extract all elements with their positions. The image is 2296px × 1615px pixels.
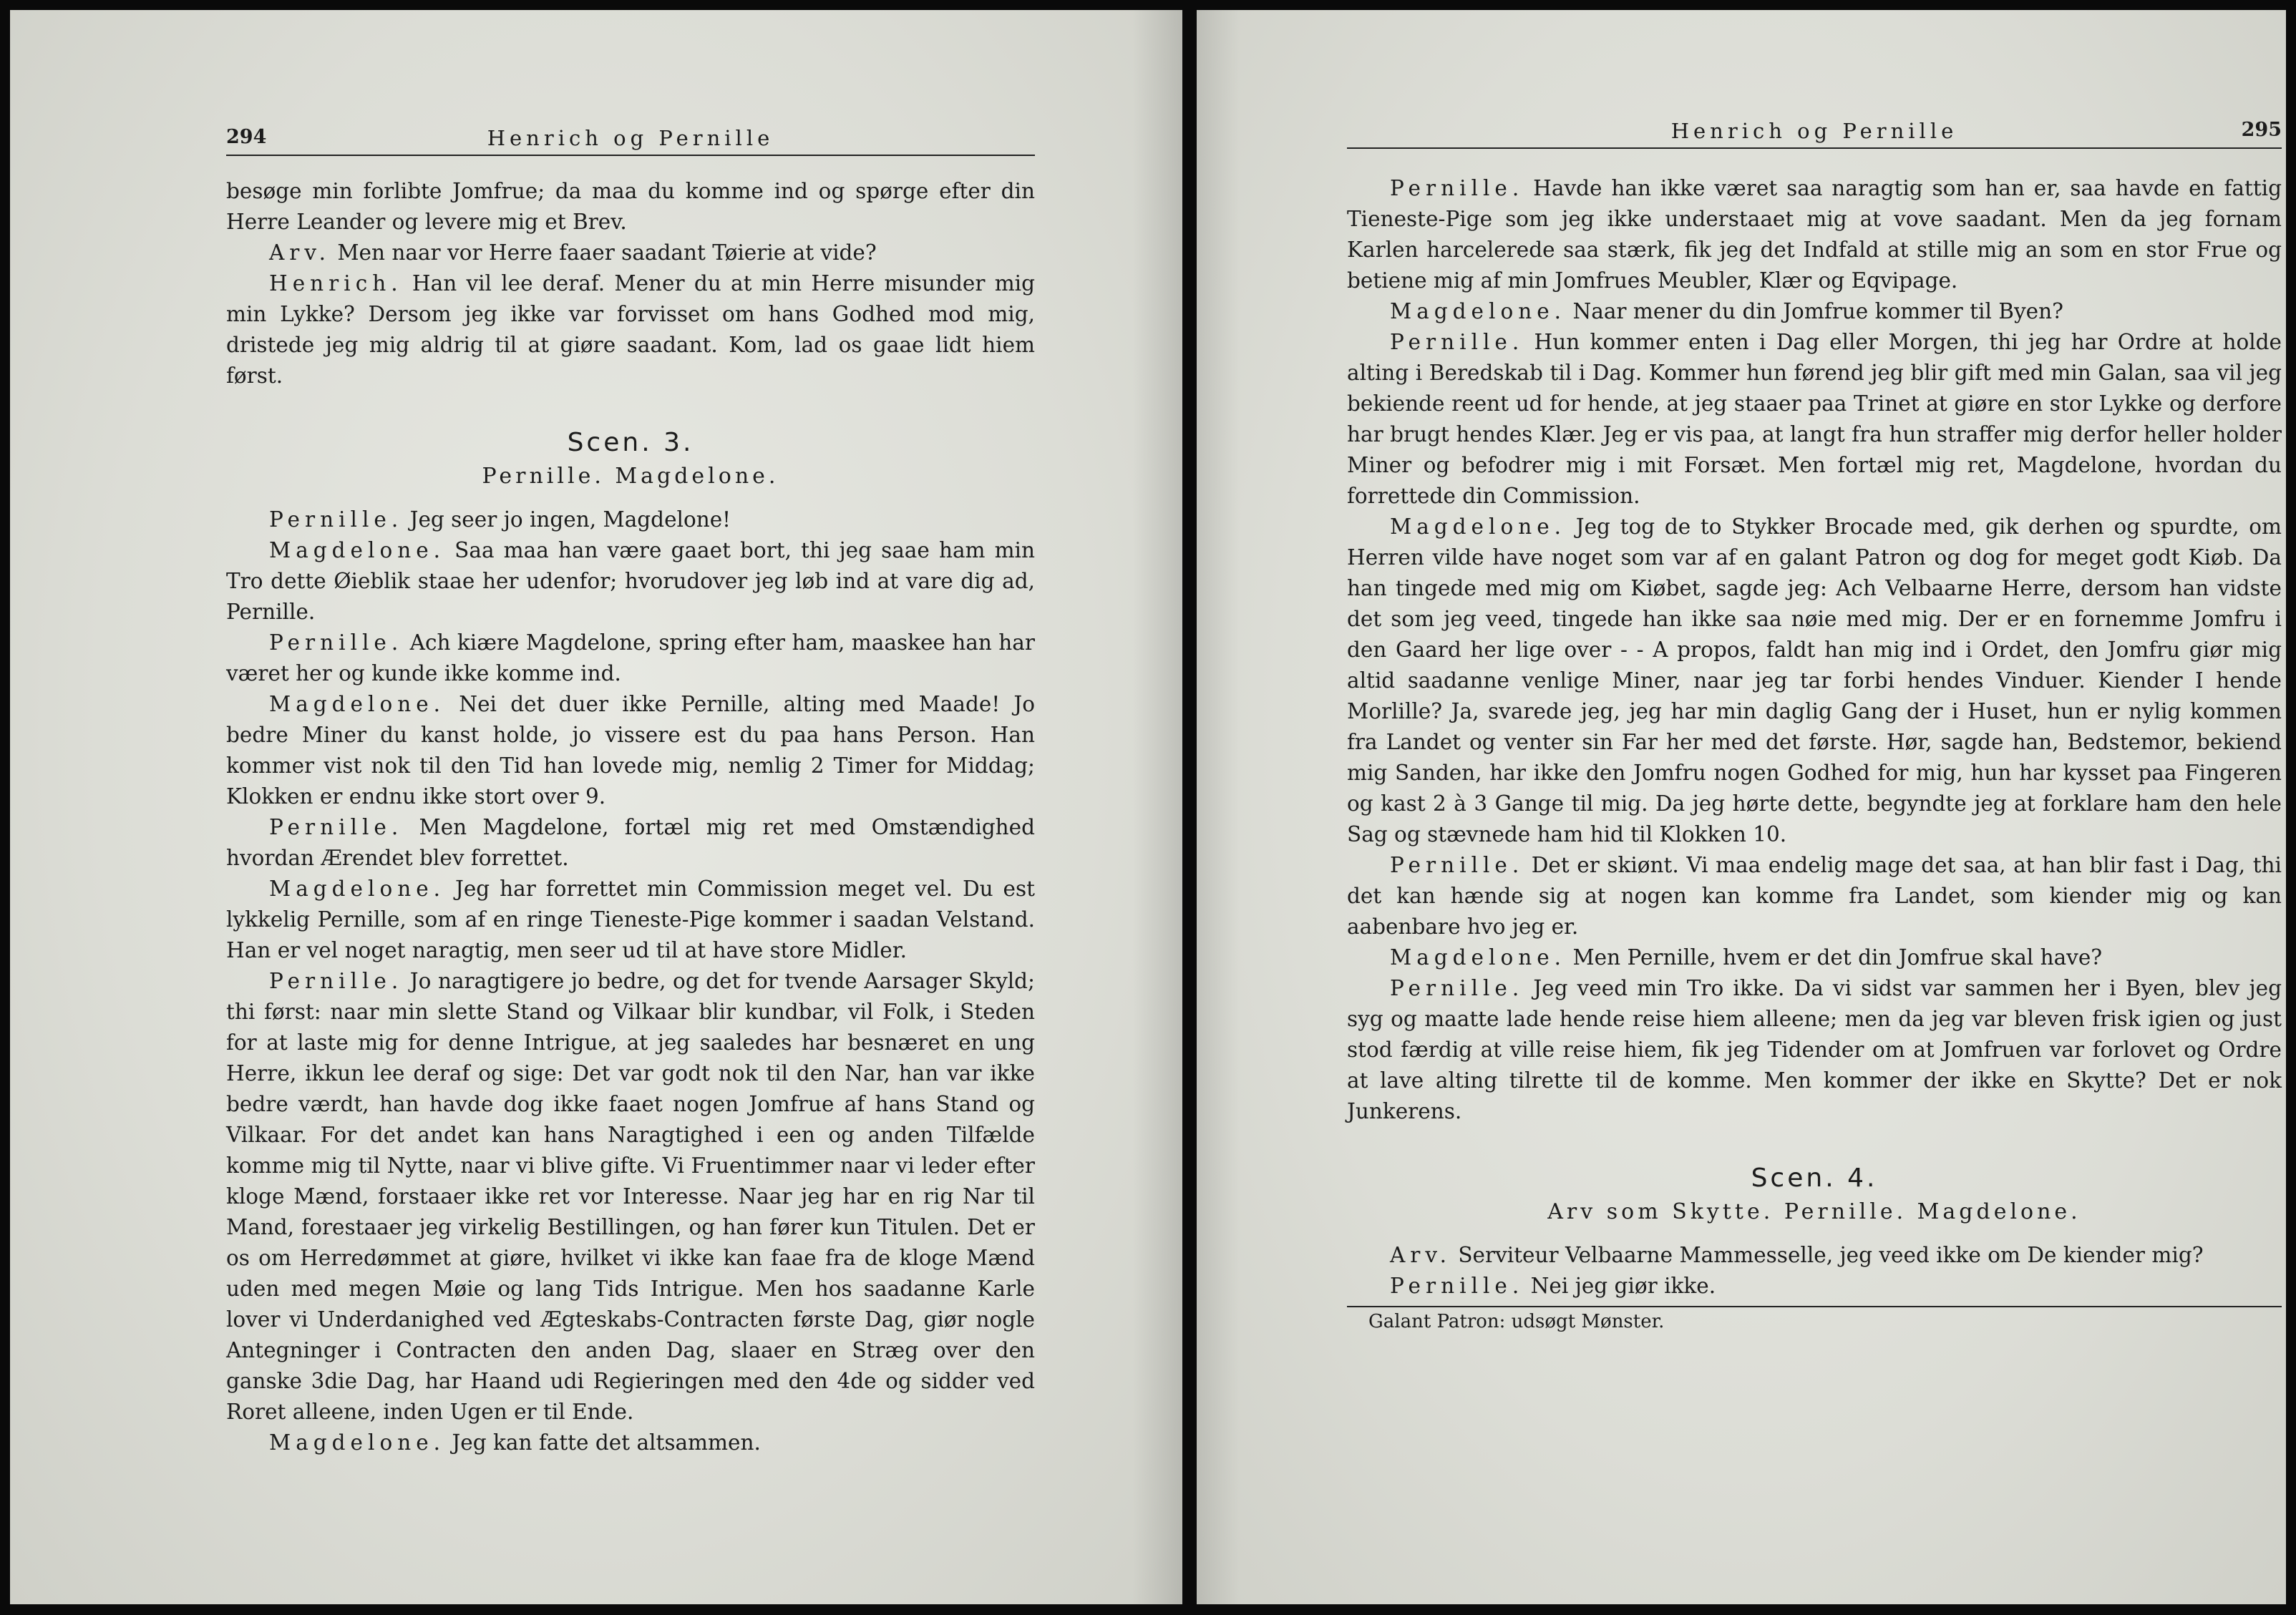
running-title: Henrich og Pernille (1670, 119, 1958, 143)
running-title: Henrich og Pernille (487, 126, 774, 150)
scene-paragraphs (226, 504, 1035, 1458)
left-page (10, 10, 1182, 1604)
speech-text: Det er skiønt. Vi maa endelig mage det saa, at han blir fast i Dag, thi det kan hænde sig at nogen kan komme fra Landet, som kiender mig og kan aabenbare hvo jeg er. (1347, 853, 2282, 939)
gutter-shadow (1132, 10, 1182, 1604)
scene-heading: Scen. 3. (567, 428, 694, 457)
speaker-name: Arv. (269, 240, 331, 265)
speaker-name: Magdelone. (269, 692, 446, 716)
speech-text: Jo naragtigere jo bedre, og det for tvende Aarsager Skyld; thi først: naar min slette Stand og Vilkaar blir kundbar, vil Folk, i Steden for at laste mig for denne Intrigue, at jeg saaledes har besnæret en ung Herre, ikkun lee deraf og sige: Det var godt nok til den Nar, han var ikke bedre værdt, han havde dog ikke faaet nogen Jomfrue af hans Stand og Vilkaar. For det andet kan hans Naragtighed i een og anden Tilfælde komme mig til Nytte, naar vi blive gifte. Vi Fruentimmer naar vi leder efter kloge Mænd, forstaaer ikke ret vor Interesse. Naar jeg har en rig Nar til Mand, forestaaer jeg virkelig Bestillingen, og han fører kun Titulen. Det er os om Herredømmet at giøre, hvilket vi ikke kan faae fra de kloge Mænd uden med megen Møie og lang Tids Intrigue. Men hos saadanne Karle lover vi Underdanighed ved Ægteskabs-Contracten første Dag, giør nogle Antegninger i Contracten den anden Dag, slaaer en Stræg over den ganske 3die Dag, har Haand udi Regieringen med den 4de og sidder ved Roret alleene, inden Ugen er til Ende. (226, 969, 1035, 1424)
speech-text: besøge min forlibte Jomfrue; da maa du komme ind og spørge efter din Herre Leander og levere mig et Brev. (226, 179, 1035, 234)
dialogue-paragraph (226, 628, 1035, 689)
page-body (1347, 173, 2282, 1336)
speech-text: Men Magdelone, fortæl mig ret med Omstændighed hvordan Ærendet blev forrettet. (226, 815, 1035, 870)
speaker-name: Magdelone. (1390, 945, 1567, 970)
speech-text: Serviteur Velbaarne Mammesselle, jeg veed ikke om De kiender mig? (1451, 1243, 2204, 1267)
dialogue-paragraph (226, 966, 1035, 1428)
dialogue-paragraph (226, 268, 1035, 391)
speech-text: Jeg tog de to Stykker Brocade med, gik derhen og spurdte, om Herren vilde have noget som var af en galant Patron og dog for meget godt Kiøb. Da han tingede med mig om Kiøbet, sagde jeg: Ach Velbaarne Herre, dersom han vidste det som jeg veed, tingede han ikke saa nøie med mig. Der er en fornemme Jomfru i den Gaard her lige over - - A propos, faldt han mig ind i Ordet, den Jomfru giør mig altid saadanne venlige Miner, naar jeg tar forbi hendes Vinduer. Kiender I hende Morlille? Ja, svarede jeg, jeg har min daglig Gang der i Huset, hun er nylig kommen fra Landet og venter sin Far her med det første. Hør, sagde han, Bedstemor, bekiend mig Sanden, har ikke den Jomfru nogen Godhed for mig, hun har kysset paa Fingeren og kast 2 à 3 Gange til mig. Da jeg hørte dette, begyndte jeg at forklare ham den hele Sag og stævnede ham hid til Klokken 10. (1347, 514, 2282, 846)
dialogue-paragraph (1347, 296, 2282, 327)
speech-text: Naar mener du din Jomfrue kommer til Byen? (1566, 299, 2063, 323)
scene-header (226, 426, 1035, 493)
dialogue-paragraph (226, 1428, 1035, 1458)
speech-text: Havde han ikke været saa naragtig som han er, saa havde en fattig Tieneste-Pige som jeg ikke understaaet mig at vove saadant. Men da jeg fornam Karlen harcelerede saa stærk, fik jeg det Indfald at stille mig an som en stor Frue og betiene mig af min Jomfrues Meubler, Klær og Eqvipage. (1347, 176, 2282, 293)
page-body (226, 176, 1035, 1458)
speech-text: Men Pernille, hvem er det din Jomfrue skal have? (1566, 945, 2103, 970)
scene-header (1347, 1161, 2282, 1229)
speech-text: Nei det duer ikke Pernille, alting med Maade! Jo bedre Miner du kanst holde, jo vissere est du paa hans Person. Han kommer vist nok til den Tid han lovede mig, nemlig 2 Timer for Middag; Klokken er endnu ikke stort over 9. (226, 692, 1035, 809)
speaker-name: Pernille. (1390, 176, 1524, 200)
scene-paragraphs (1347, 1240, 2282, 1302)
dialogue-paragraph (1347, 1240, 2282, 1271)
dialogue-paragraph (1347, 1271, 2282, 1302)
page-number: 295 (2241, 119, 2282, 141)
speaker-name: Magdelone. (269, 538, 446, 562)
speaker-name: Magdelone. (1390, 299, 1567, 323)
speaker-name: Magdelone. (1390, 514, 1567, 539)
speaker-name: Pernille. (269, 969, 404, 993)
speaker-name: Pernille. (269, 507, 404, 532)
speaker-name: Pernille. (269, 815, 404, 839)
header-rule (226, 155, 1035, 156)
speech-text: Men naar vor Herre faaer saadant Tøierie at vide? (330, 240, 877, 265)
speaker-name: Pernille. (1390, 976, 1524, 1000)
dialogue-paragraph (1347, 512, 2282, 850)
speaker-name: Pernille. (1390, 853, 1524, 877)
dialogue-paragraph (1347, 327, 2282, 512)
speech-text: Han vil lee deraf. Mener du at min Herre misunder mig min Lykke? Dersom jeg ikke var forvisset om hans Godhed mod mig, dristede jeg mig aldrig til at giøre saadant. Kom, lad os gaae lidt hiem først. (226, 271, 1035, 388)
speech-text: Ach kiære Magdelone, spring efter ham, maaskee han har været her og kunde ikke komme ind. (226, 630, 1035, 685)
paragraphs (226, 176, 1035, 391)
dialogue-paragraph (226, 812, 1035, 874)
speaker-name: Pernille. (1390, 1274, 1524, 1298)
speaker-name: Pernille. (1390, 330, 1524, 354)
dialogue-paragraph (1347, 173, 2282, 296)
scene-cast: Arv som Skytte. Pernille. Magdelone. (1547, 1199, 2081, 1224)
speaker-name: Magdelone. (269, 1430, 446, 1455)
paragraphs (1347, 173, 2282, 1127)
speaker-name: Magdelone. (269, 877, 446, 901)
page-header (1347, 119, 2282, 150)
speech-text: Jeg kan fatte det altsammen. (445, 1430, 761, 1455)
dialogue-paragraph (1347, 942, 2282, 973)
footnote: Galant Patron: udsøgt Mønster. (1368, 1311, 1665, 1332)
header-rule (1347, 147, 2282, 149)
dialogue-paragraph (226, 176, 1035, 238)
speaker-name: Arv. (1390, 1243, 1451, 1267)
dialogue-paragraph (1347, 850, 2282, 942)
dialogue-paragraph (226, 504, 1035, 535)
scene-heading: Scen. 4. (1751, 1163, 1878, 1193)
speech-text: Jeg seer jo ingen, Magdelone! (403, 507, 731, 532)
right-page (1197, 10, 2286, 1604)
dialogue-paragraph (226, 874, 1035, 966)
page-number: 294 (226, 126, 267, 148)
gutter-shadow (1197, 10, 1240, 1604)
speech-text: Hun kommer enten i Dag eller Morgen, thi jeg har Ordre at holde alting i Beredskab til i Dag. Kommer hun førend jeg blir gift med min Galan, saa vil jeg bekiende reent ud for hende, at jeg staaer paa Trinet at giøre en stor Lykke og derfore har brugt hendes Klær. Jeg er vis paa, at langt fra hun straffer mig derfor heller holder Miner og befodrer mig i mit Forsæt. Men fortæl mig ret, Magdelone, hvordan du forrettede din Commission. (1347, 330, 2282, 508)
speech-text: Nei jeg giør ikke. (1524, 1274, 1716, 1298)
page-header (226, 126, 1035, 157)
dialogue-paragraph (226, 238, 1035, 268)
dialogue-paragraph (226, 689, 1035, 812)
scene-cast: Pernille. Magdelone. (482, 464, 779, 489)
dialogue-paragraph (1347, 973, 2282, 1127)
speech-text: Jeg har forrettet min Commission meget vel. Du est lykkelig Pernille, som af en ringe Tieneste-Pige kommer i saadan Velstand. Han er vel noget naragtig, men seer ud til at have store Midler. (226, 877, 1035, 962)
speech-text: Saa maa han være gaaet bort, thi jeg saae ham min Tro dette Øieblik staae her udenfor; hvorudover jeg løb ind at vare dig ad, Pernille. (226, 538, 1035, 624)
speaker-name: Pernille. (269, 630, 404, 655)
speaker-name: Henrich. (269, 271, 403, 296)
dialogue-paragraph (226, 535, 1035, 628)
speech-text: Jeg veed min Tro ikke. Da vi sidst var sammen her i Byen, blev jeg syg og maatte lade hende reise hiem alleene; men da jeg var bleven frisk igien og just stod færdig at ville reise hiem, fik jeg Tidender om at Jomfruen var forlovet og Ordre at lave alting tilrette til de komme. Men kommer der ikke en Skytte? Det er nok Junkerens. (1347, 976, 2282, 1123)
